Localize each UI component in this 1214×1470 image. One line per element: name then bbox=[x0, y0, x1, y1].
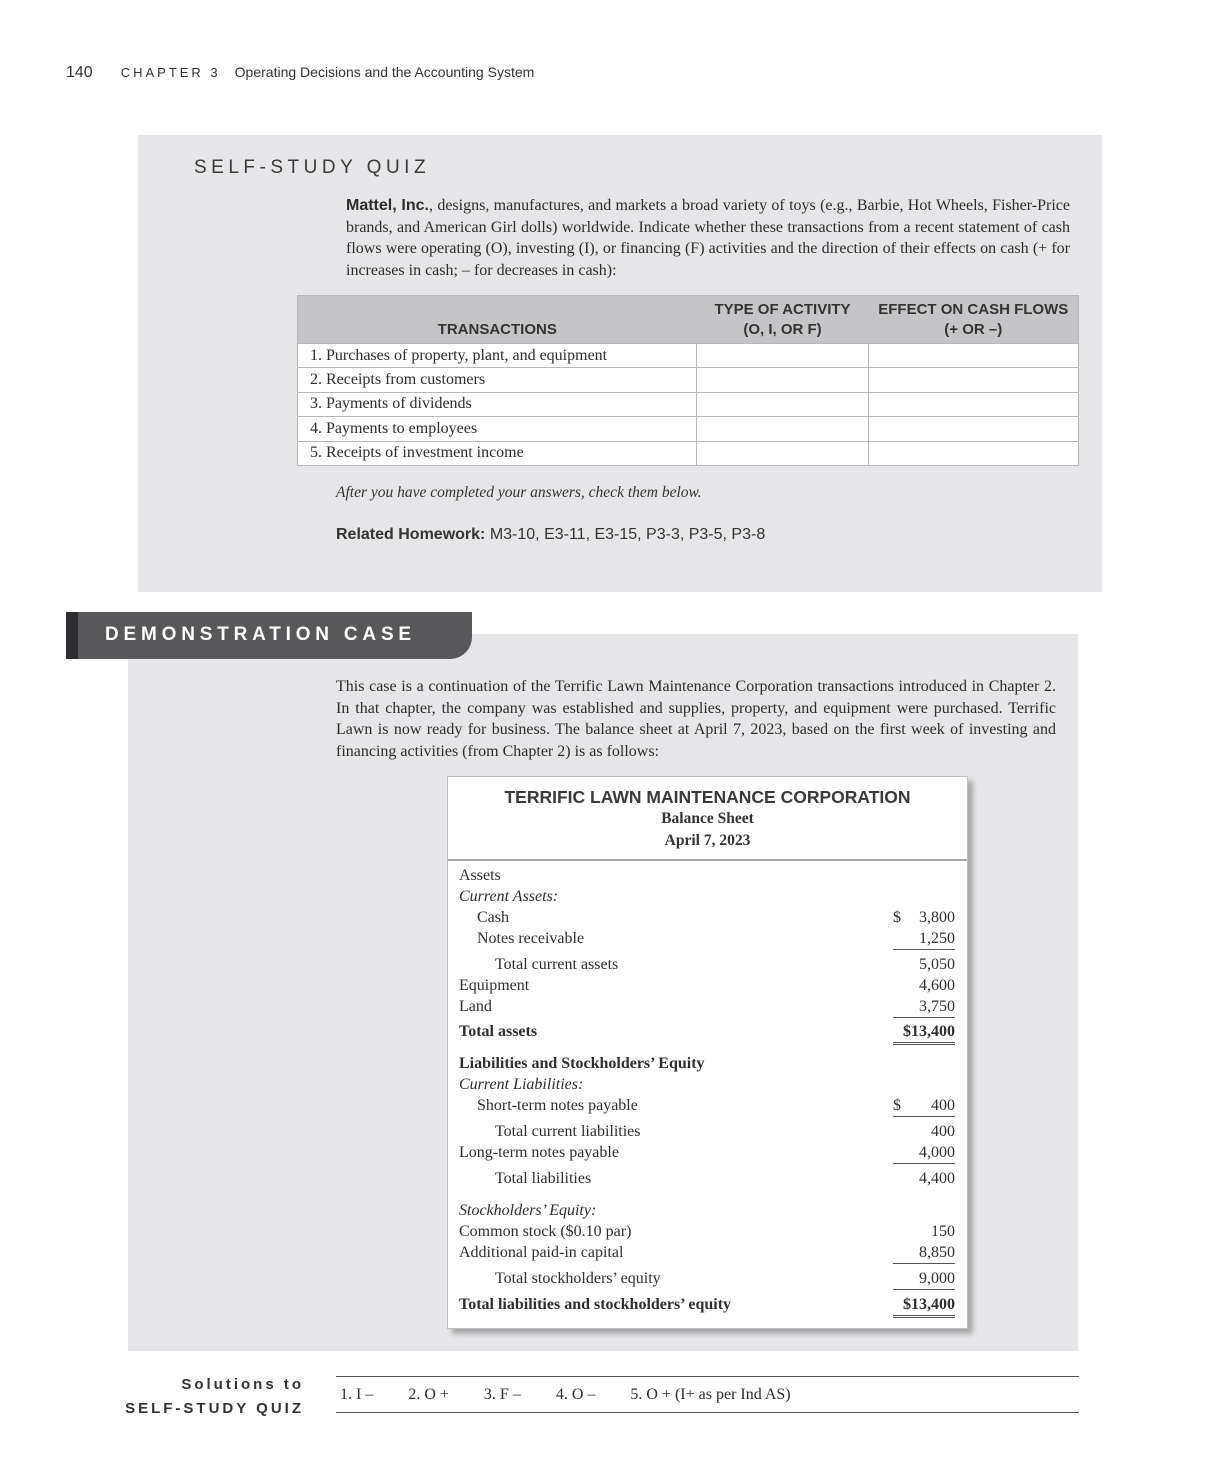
long-term-notes-label: Long-term notes payable bbox=[459, 1144, 619, 1161]
activity-answer-cell[interactable] bbox=[697, 368, 869, 392]
short-term-notes-label: Short-term notes payable bbox=[477, 1097, 638, 1114]
table-row bbox=[298, 441, 1079, 465]
apic-label: Additional paid-in capital bbox=[459, 1244, 624, 1261]
chapter-title: Operating Decisions and the Accounting System bbox=[234, 64, 535, 80]
current-liabilities-heading-line bbox=[459, 1076, 955, 1097]
total-liabilities-equity-label: Total liabilities and stockholders’ equity bbox=[459, 1296, 732, 1313]
land-amount: 3,750 bbox=[893, 998, 955, 1018]
current-assets-heading-line bbox=[459, 888, 955, 909]
effect-answer-cell[interactable] bbox=[869, 344, 1079, 368]
long-term-notes-line bbox=[459, 1144, 955, 1165]
solution-answer: 2. O + bbox=[408, 1386, 449, 1403]
related-homework bbox=[336, 526, 765, 544]
col-type-label: TYPE OF ACTIVITY bbox=[714, 300, 851, 318]
assets-heading: Assets bbox=[459, 867, 501, 884]
activity-answer-cell[interactable] bbox=[697, 344, 869, 368]
quiz-table bbox=[297, 295, 1079, 466]
notes-receivable-label: Notes receivable bbox=[477, 930, 585, 947]
solution-answer: 4. O – bbox=[555, 1386, 596, 1403]
equipment-label: Equipment bbox=[459, 977, 530, 994]
total-current-liabilities-line bbox=[459, 1123, 955, 1144]
total-assets-line bbox=[459, 1023, 955, 1044]
total-stockholders-equity-line bbox=[459, 1270, 955, 1291]
table-row bbox=[298, 392, 1079, 416]
self-study-quiz-box bbox=[138, 135, 1102, 592]
activity-answer-cell[interactable] bbox=[697, 392, 869, 416]
table-row bbox=[298, 368, 1079, 392]
transaction-cell: 3. Payments of dividends bbox=[298, 392, 697, 416]
col-transactions: TRANSACTIONS bbox=[298, 296, 697, 344]
long-term-notes-amount: 4,000 bbox=[893, 1144, 955, 1164]
quiz-intro-text: , designs, manufactures, and markets a broad variety of toys (e.g., Barbie, Hot Wheels, Fisher-Price brands, and American Girl dolls) worldwide. Indicate whether these transactions from a recent statement of cash flows were operating (O), investing (I), or financing (F) activities and the direction of their effects on cash (+ for increases in cash; – for decreases in cash): bbox=[346, 197, 1070, 279]
liabilities-heading-line bbox=[459, 1055, 955, 1076]
short-term-notes-value: 400 bbox=[931, 1097, 955, 1114]
demonstration-case-tab bbox=[66, 612, 472, 659]
notes-receivable-amount: 1,250 bbox=[893, 930, 955, 950]
equipment-line bbox=[459, 977, 955, 998]
total-assets-label: Total assets bbox=[459, 1023, 538, 1040]
stockholders-equity-heading: Stockholders’ Equity: bbox=[459, 1202, 597, 1219]
activity-answer-cell[interactable] bbox=[697, 441, 869, 465]
effect-answer-cell[interactable] bbox=[869, 441, 1079, 465]
total-current-liabilities-label: Total current liabilities bbox=[495, 1123, 641, 1140]
quiz-intro bbox=[346, 195, 1070, 281]
solution-answer: 5. O + (I+ as per Ind AS) bbox=[630, 1386, 791, 1403]
assets-heading-line bbox=[459, 867, 955, 888]
statement-title: Balance Sheet bbox=[661, 810, 754, 827]
solutions-bottom-rule bbox=[336, 1412, 1079, 1413]
col-type-sub: (O, I, OR F) bbox=[743, 320, 822, 338]
statement-date: April 7, 2023 bbox=[664, 832, 751, 849]
related-homework-label: Related Homework: bbox=[336, 526, 486, 543]
current-liabilities-heading: Current Liabilities: bbox=[459, 1076, 584, 1093]
related-homework-items: M3-10, E3-11, E3-15, P3-3, P3-5, P3-8 bbox=[485, 526, 766, 543]
effect-answer-cell[interactable] bbox=[869, 417, 1079, 441]
effect-answer-cell[interactable] bbox=[869, 368, 1079, 392]
stockholders-equity-heading-line bbox=[459, 1202, 955, 1223]
common-stock-amount: 150 bbox=[931, 1223, 955, 1240]
quiz-table-header bbox=[298, 296, 1079, 344]
dollar-sign: $ bbox=[893, 1097, 901, 1114]
solutions-label-line1: Solutions to bbox=[181, 1376, 304, 1393]
balance-sheet bbox=[447, 776, 968, 1329]
total-liabilities-label: Total liabilities bbox=[495, 1170, 592, 1187]
solutions-label bbox=[96, 1373, 304, 1421]
short-term-notes-line bbox=[459, 1097, 955, 1118]
solution-answer: 3. F – bbox=[483, 1386, 521, 1403]
total-stockholders-equity-amount: 9,000 bbox=[893, 1270, 955, 1290]
corporation-name: TERRIFIC LAWN MAINTENANCE CORPORATION bbox=[504, 787, 911, 807]
solutions-top-rule bbox=[336, 1376, 1079, 1377]
activity-answer-cell[interactable] bbox=[697, 417, 869, 441]
cash-amount bbox=[893, 909, 955, 927]
table-row bbox=[298, 417, 1079, 441]
demonstration-case-label: DEMONSTRATION CASE bbox=[105, 624, 416, 645]
solutions-answers bbox=[340, 1386, 826, 1404]
common-stock-label: Common stock ($0.10 par) bbox=[459, 1223, 632, 1240]
solution-answer: 1. I – bbox=[340, 1386, 374, 1403]
chapter-label: CHAPTER 3 bbox=[120, 65, 221, 80]
total-current-liabilities-amount: 400 bbox=[931, 1123, 955, 1140]
after-note: After you have completed your answers, check them below. bbox=[336, 484, 702, 501]
transaction-cell: 5. Receipts of investment income bbox=[298, 441, 697, 465]
common-stock-line bbox=[459, 1223, 955, 1244]
total-liabilities-line bbox=[459, 1170, 955, 1191]
col-effect-on-cash bbox=[869, 296, 1079, 344]
balance-sheet-header bbox=[448, 777, 967, 861]
total-liabilities-equity-line bbox=[459, 1296, 955, 1317]
total-stockholders-equity-label: Total stockholders’ equity bbox=[495, 1270, 661, 1287]
apic-amount: 8,850 bbox=[893, 1244, 955, 1264]
dollar-sign: $ bbox=[893, 909, 901, 926]
total-liabilities-amount: 4,400 bbox=[919, 1170, 955, 1187]
apic-line bbox=[459, 1244, 955, 1265]
notes-receivable-line bbox=[459, 930, 955, 951]
land-line bbox=[459, 998, 955, 1019]
current-assets-heading: Current Assets: bbox=[459, 888, 559, 905]
total-liabilities-equity-amount: $13,400 bbox=[893, 1296, 955, 1318]
liabilities-heading: Liabilities and Stockholders’ Equity bbox=[459, 1055, 705, 1072]
cash-label: Cash bbox=[477, 909, 509, 926]
page-number: 140 bbox=[66, 64, 93, 81]
solutions-label-line2: SELF-STUDY QUIZ bbox=[125, 1400, 304, 1417]
total-current-assets-amount: 5,050 bbox=[919, 956, 955, 973]
total-current-assets-line bbox=[459, 956, 955, 977]
total-assets-amount: $13,400 bbox=[893, 1023, 955, 1045]
transaction-cell: 1. Purchases of property, plant, and equipment bbox=[298, 344, 697, 368]
quiz-company: Mattel, Inc. bbox=[346, 197, 429, 214]
quiz-heading: SELF-STUDY QUIZ bbox=[194, 157, 431, 178]
col-type-of-activity bbox=[697, 296, 869, 344]
equipment-amount: 4,600 bbox=[919, 977, 955, 994]
demonstration-intro: This case is a continuation of the Terrific Lawn Maintenance Corporation transactions introduced in Chapter 2. In that chapter, the company was established and supplies, property, and equipment were purchased. Terrific Lawn is now ready for business. The balance sheet at April 7, 2023, based on the first week of investing and financing activities (from Chapter 2) is as follows: bbox=[336, 678, 1056, 760]
cash-line bbox=[459, 909, 955, 930]
running-head bbox=[66, 64, 534, 86]
transaction-cell: 2. Receipts from customers bbox=[298, 368, 697, 392]
cash-value: 3,800 bbox=[919, 909, 955, 926]
effect-answer-cell[interactable] bbox=[869, 392, 1079, 416]
total-current-assets-label: Total current assets bbox=[495, 956, 619, 973]
short-term-notes-amount bbox=[893, 1097, 955, 1117]
table-row bbox=[298, 344, 1079, 368]
land-label: Land bbox=[459, 998, 492, 1015]
col-effect-sub: (+ OR –) bbox=[944, 320, 1003, 338]
transaction-cell: 4. Payments to employees bbox=[298, 417, 697, 441]
col-effect-label: EFFECT ON CASH FLOWS bbox=[878, 300, 1069, 318]
